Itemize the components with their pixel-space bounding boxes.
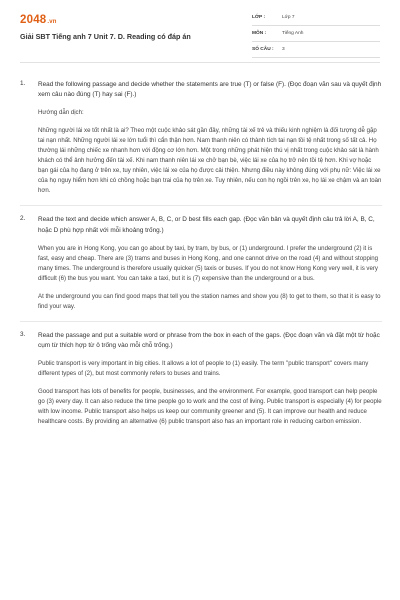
meta-value-subject: Tiếng Anh <box>282 31 304 36</box>
question-number: 2. <box>20 215 26 223</box>
passage-paragraph: Public transport is very important in big cities. It allows a lot of people to (1) easily. The term "public transport" covers many different types of (2), but most commonly refers to buses and trains. <box>38 360 369 378</box>
meta-row-subject <box>252 30 380 42</box>
meta-label-grade: LỚP : <box>252 15 266 20</box>
meta-row-grade <box>252 14 380 26</box>
passage-paragraph: Những người lái xe tốt nhất là ai? Theo một cuộc khảo sát gần đây, những tài xế trẻ và thiếu kinh nghiệm là đối tượng dễ gặp tai nạn nhất. Những người lái xe lớn tuổi thì cẩn thận hơn. Nam thanh niên có thành tích tai nạn tồi tệ nhất trong số tất cả. Họ thường lái những chiếc xe nhanh hơn với động cơ lớn hơn. Một trong những phát hiện thú vị nhất trong cuộc khảo sát là hành khách có thể ảnh hưởng đến tài xế. Khi nam thanh niên lái xe chở bạn bè, việc lái xe của họ trở nên tồi tệ hơn. Khi vợ hoặc bạn gái của họ đang ở trên xe, tuy nhiên, việc lái xe của họ được cải thiện. Nhưng điều này không đúng với phụ nữ: Việc lái xe của họ nguy hiểm hơn khi có chồng hoặc bạn trai của họ trên xe. Tuy nhiên, nếu con họ ngồi trên xe, họ lái xe chậm và an toàn hơn. <box>38 127 382 195</box>
passage-paragraph: When you are in Hong Kong, you can go about by taxi, by tram, by bus, or (1) underground. I prefer the underground (2) it is fast, easy and cheap. There are (3) trams and buses in Hong Kong, and one cannot drive on the road (4) and without stopping many times. The underground is therefore usually quicker (5) taxis or buses. If you do not know Hong Kong very well, it is very difficult (6) the bus you want. You can take a taxi, but it is (7) expensive than the underground or a bus. <box>38 244 378 282</box>
meta-value-grade: Lớp 7 <box>282 15 295 20</box>
site-logo[interactable] <box>20 14 57 26</box>
logo-suffix-text: .vn <box>47 19 57 25</box>
question-separator <box>20 205 382 206</box>
meta-row-question-count <box>252 46 380 58</box>
document-body <box>20 80 382 427</box>
logo-main-text: 2048 <box>20 14 47 26</box>
meta-label-subject: MÔN : <box>252 31 267 36</box>
question-number: 1. <box>20 80 26 87</box>
meta-value-question-count: 3 <box>282 47 285 52</box>
question-prompt: Read the text and decide which answer A, B, C, or D best fills each gap. (Đọc văn bản và quyết định câu trả lời A, B, C, hoặc D phù hợp nhất với mỗi khoảng trống.) <box>38 216 375 234</box>
question-1 <box>20 80 382 196</box>
passage-paragraph: Good transport has lots of benefits for people, businesses, and the environment. For example, good transport can help people go (3) every day. It can also reduce the time people go to work and the cost of living. Public transport is especially (4) for people with low income. Public transport also helps us keep our community greener and (5). It can improve our health and reduce healthcare costs. By providing an alternative (6) public transport also has an important role in reducing carbon emission. <box>38 388 382 426</box>
question-2 <box>20 215 382 311</box>
document-title: Giải SBT Tiếng anh 7 Unit 7. D. Reading có đáp án <box>20 32 191 41</box>
question-prompt: Read the following passage and decide whether the statements are true (T) or false (F). (Đọc đoạn văn sau và quyết định xem câu nào đúng (T) hay sai (F).) <box>38 81 382 99</box>
question-separator <box>20 321 382 322</box>
page-header <box>0 0 400 58</box>
question-prompt: Read the passage and put a suitable word or phrase from the box in each of the gaps. (Đọc đoạn văn và đặt một từ hoặc cụm từ thích hợp từ ô trống vào mỗi chỗ trống.) <box>38 331 380 350</box>
header-divider <box>20 62 380 63</box>
question-number: 3. <box>20 330 26 338</box>
question-3 <box>20 331 382 427</box>
passage-paragraph: At the underground you can find good maps that tell you the station names and show you (8) to get to them, so that it is easy to find your way. <box>38 292 381 310</box>
translation-guide-label: Hướng dẫn dịch: <box>38 109 84 117</box>
document-meta-table <box>252 14 380 62</box>
meta-label-question-count: SỐ CÂU : <box>252 47 274 52</box>
